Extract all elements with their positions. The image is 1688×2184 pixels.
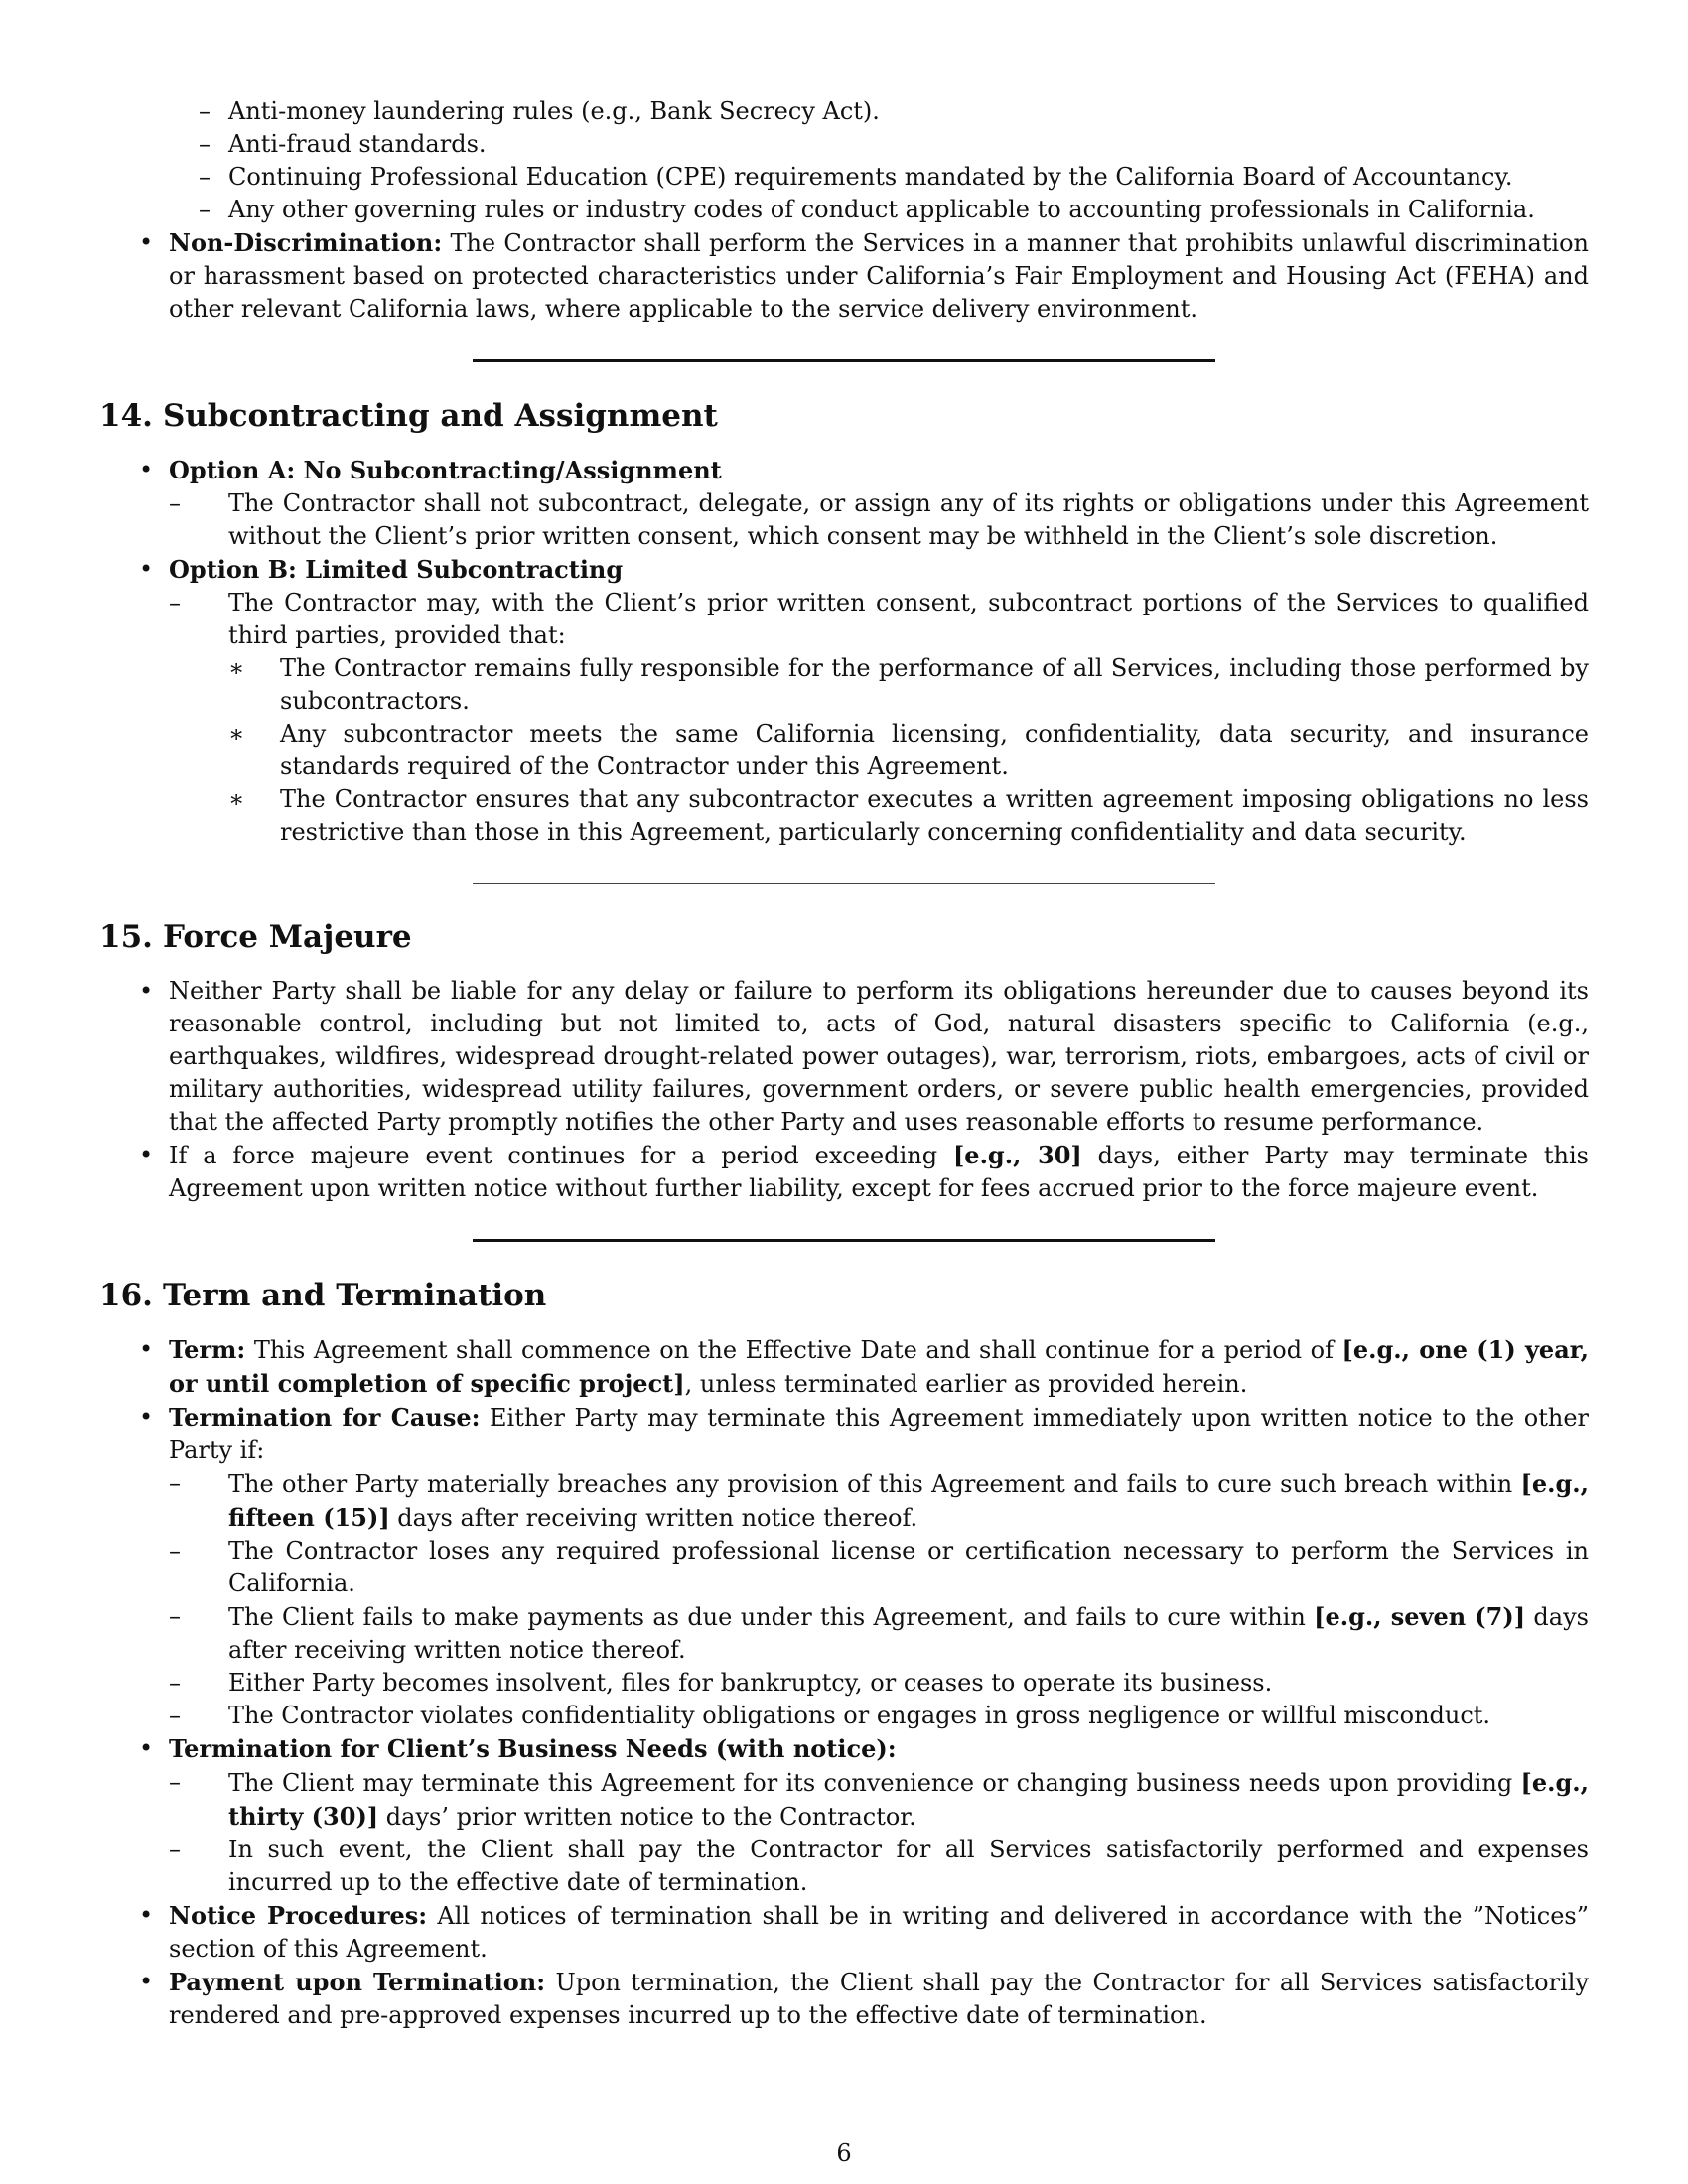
section-number: 16. (99, 1278, 153, 1313)
payment-upon-termination-item (99, 1966, 1589, 2032)
term-label: Termination for Cause: (169, 1403, 481, 1432)
clause-text: The Contractor shall perform the Services in a manner that prohibits unlawful discrimination or harassment based on protected characteristics under California’s Fair Employment and Housing Act (FEHA) and other relevant California laws, where applicable to the service delivery environment. (169, 229, 1589, 323)
list-item: – The Contractor shall not subcontract, delegate, or assign any of its rights or obligations under this Agreement without the Client’s prior written consent, which consent may be withheld in the Client’s sole discretion. (169, 487, 1589, 553)
list-item (169, 1600, 1589, 1667)
list-item (169, 587, 1589, 849)
clause-text: The other Party materially breaches any provision of this Agreement and fails to cure such breach within (228, 1470, 1521, 1498)
list-item: – In such event, the Client shall pay the Contractor for all Services satisfactorily performed and expenses incurred up to the effective date of termination. (169, 1834, 1589, 1899)
list-item: – The Contractor violates confidentiality obligations or engages in gross negligence or willful misconduct. (169, 1700, 1589, 1732)
list-item (99, 1139, 1589, 1205)
document-page (99, 95, 1589, 2032)
term-label: Notice Procedures: (169, 1901, 428, 1930)
clause-text: The Client may terminate this Agreement for its convenience or changing business needs upon providing (228, 1769, 1521, 1797)
section-title: Force Majeure (163, 919, 412, 955)
list-item (169, 1467, 1589, 1535)
clause-text: The Client fails to make payments as due under this Agreement, and fails to cure within (228, 1603, 1315, 1631)
section-number: 14. (99, 398, 153, 434)
placeholder-value: [e.g., one (1) year, or until completion of specific project] (169, 1335, 1590, 1398)
list-item: – Either Party becomes insolvent, files for bankruptcy, or ceases to operate its business. (169, 1667, 1589, 1700)
business-needs-item (99, 1732, 1589, 1899)
clause-text: , unless terminated earlier as provided herein. (684, 1370, 1248, 1398)
business-needs-sublist (169, 1766, 1589, 1899)
section-heading-14 (99, 396, 1589, 436)
section-heading-16 (99, 1276, 1589, 1315)
non-discrimination-list (99, 226, 1589, 326)
clause-text: Either Party may terminate this Agreement immediately upon written notice to the other Party if: (169, 1404, 1589, 1464)
termination-cause-item (99, 1401, 1589, 1732)
section-divider (473, 1239, 1215, 1242)
section-14-list (99, 454, 1589, 849)
clause-text: days, either Party may terminate this Agreement upon written notice without further liability, except for fees accrued prior to the force majeure event. (169, 1142, 1589, 1202)
list-item: – Anti-money laundering rules (e.g., Bank Secrecy Act). (228, 95, 1589, 128)
clause-text: This Agreement shall commence on the Effective Date and shall continue for a period of (245, 1336, 1342, 1364)
option-b-item (99, 553, 1589, 849)
placeholder-value: [e.g., seven (7)] (1314, 1602, 1526, 1631)
list-item (169, 1766, 1589, 1834)
option-a-sublist (169, 487, 1589, 553)
page-number: 6 (836, 2139, 852, 2167)
list-item: • Neither Party shall be liable for any delay or failure to perform its obligations hereunder due to causes beyond its reasonable control, including but not limited to, acts of God, natural disasters specific to California (e.g., earthquakes, wildfires, widespread drought-related power outages), war, terrorism, riots, embargoes, acts of civil or military authorities, widespread utility failures, government orders, or severe public health emergencies, provided that the affected Party promptly notifies the other Party and uses reasonable efforts to resume performance. (99, 975, 1589, 1139)
section-15-list (99, 975, 1589, 1205)
section-title: Term and Termination (163, 1278, 547, 1313)
section-divider (473, 359, 1215, 362)
section-16-list (99, 1333, 1589, 2032)
section-number: 15. (99, 919, 153, 955)
placeholder-value: [e.g., 30] (952, 1141, 1082, 1169)
term-label: Term: (169, 1335, 246, 1364)
list-item: – The Contractor loses any required professional license or certification necessary to perform the Services in California. (169, 1535, 1589, 1600)
term-item (99, 1333, 1589, 1401)
option-b-conditions (228, 652, 1589, 849)
section-heading-15 (99, 917, 1589, 957)
list-item: ∗ The Contractor ensures that any subcontractor executes a written agreement imposing obligations no less restrictive than those in this Agreement, particularly concerning confidentiality and data security. (228, 783, 1589, 849)
list-item: ∗ Any subcontractor meets the same California licensing, confidentiality, data security, and insurance standards required of the Contractor under this Agreement. (228, 718, 1589, 783)
list-item: – Any other governing rules or industry codes of conduct applicable to accounting professionals in California. (228, 194, 1589, 226)
term-label: Termination for Client’s Business Needs (with notice): (169, 1734, 897, 1763)
compliance-subitems (99, 95, 1589, 226)
option-a-item (99, 454, 1589, 553)
clause-text: All notices of termination shall be in writing and delivered in accordance with the ”Notices” section of this Agreement. (169, 1902, 1590, 1963)
list-item: ∗ The Contractor remains fully responsible for the performance of all Services, including those performed by subcontractors. (228, 652, 1589, 718)
list-item: – Anti-fraud standards. (228, 128, 1589, 161)
cause-sublist (169, 1467, 1589, 1732)
option-label: Option A: No Subcontracting/Assignment (169, 456, 722, 484)
section-title: Subcontracting and Assignment (163, 398, 718, 434)
notice-procedures-item (99, 1899, 1589, 1966)
non-discrimination-item (99, 226, 1589, 326)
clause-text: Upon termination, the Client shall pay the Contractor for all Services satisfactorily rendered and pre-approved expenses incurred up to the effective date of termination. (169, 1969, 1590, 2029)
term-label: Non-Discrimination: (169, 228, 443, 257)
clause-text: The Contractor may, with the Client’s prior written consent, subcontract portions of the Services to qualified third parties, provided that: (228, 589, 1589, 649)
clause-text: days after receiving written notice thereof. (228, 1603, 1589, 1664)
placeholder-value: [e.g., fifteen (15)] (228, 1469, 1589, 1532)
clause-text: days’ prior written notice to the Contractor. (378, 1803, 916, 1831)
clause-text: days after receiving written notice thereof. (389, 1504, 918, 1532)
list-item: – Continuing Professional Education (CPE) requirements mandated by the California Board of Accountancy. (228, 161, 1589, 194)
option-label: Option B: Limited Subcontracting (169, 555, 624, 584)
clause-text: If a force majeure event continues for a period exceeding (169, 1142, 953, 1169)
term-label: Payment upon Termination: (169, 1968, 546, 1996)
section-divider (473, 883, 1215, 884)
placeholder-value: [e.g., thirty (30)] (228, 1768, 1589, 1831)
option-b-sublist (169, 587, 1589, 849)
